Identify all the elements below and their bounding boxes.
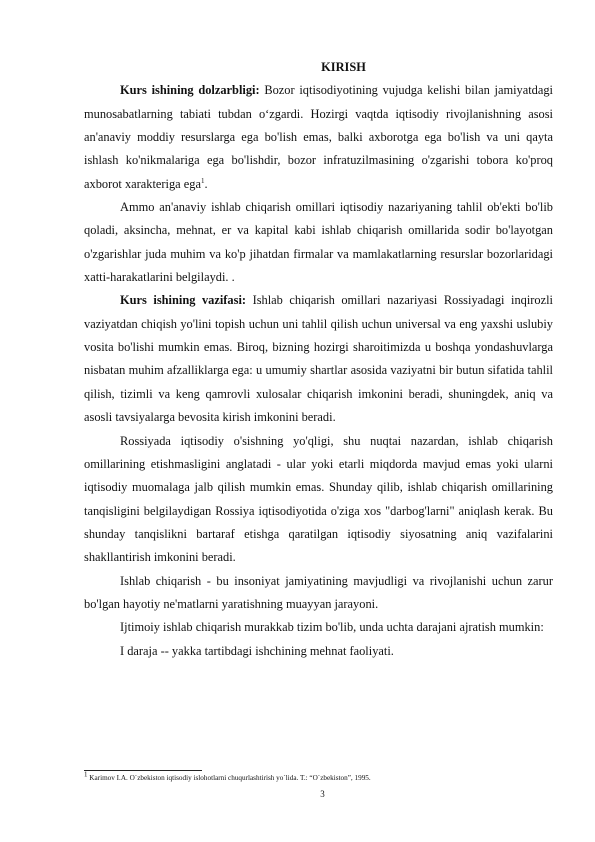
footnote-mark: 1 (84, 770, 88, 779)
footnote-divider (84, 770, 202, 771)
body-text (84, 56, 553, 663)
task-label: Kurs ishining vazifasi: (120, 293, 247, 308)
task-text: Ishlab chiqarish omillari nazariyasi Rossiyadagi inqirozli vaziyatdan chiqish yo'lini topish uchun uni tahlil qilish uchun universal va eng yaxshi uslubiy vosita bo'lishi mumkin emas. Biroq, bizning hozirgi sharoitimizda u boshqa yondashuvlarga nisbatan muhim afzalliklarga ega: u umumiy shartlar asosida vaziyatni bir butun sifatida tahlil qilish, tizimli va keng qamrovli xulosalar chiqarish imkonini beradi, shuningdek, aniq va asosli tavsiyalarga bevosita kirish imkonini beradi. (84, 293, 554, 425)
relevance-label: Kurs ishining dolzarbligi: (120, 83, 260, 98)
paragraph-social-production: Ijtimoiy ishlab chiqarish murakkab tizim bo'lib, unda uchta darajani ajratish mumkin: (120, 620, 544, 635)
relevance-end: . (204, 176, 208, 191)
paragraph-task (84, 289, 553, 429)
footnote-ref[interactable]: 1 (200, 176, 205, 185)
paragraph-level-one: I daraja -- yakka tartibdagi ishchining mehnat faoliyati. (120, 643, 394, 658)
paragraph-production: Ishlab chiqarish - bu insoniyat jamiyatining mavjudligi va rivojlanishi uchun zarur bo'lgan hayotiy ne'matlarni yaratishning muayyan jarayoni. (84, 573, 553, 611)
footnote-text: Karimov I.A. O`zbekiston iqtisodiy islohotlarni chuqurlashtirish yo`lida. T.: “O`zbekiston”, 1995. (87, 774, 371, 782)
paragraph-factors: Ammo an'anaviy ishlab chiqarish omillari iqtisodiy nazariyaning tahlil ob'ekti bo'lib qoladi, aksincha, mehnat, er va kapital kabi ishlab chiqarish omillarida sodir bo'layotgan o'zgarishlar juda muhim va ko'p jihatdan firmalar va mamlakatlarning resurslar bozorlaridagi xatti-harakatlarini belgilaydi. . (84, 200, 553, 285)
paragraph-russia: Rossiyada iqtisodiy o'sishning yo'qligi, shu nuqtai nazardan, ishlab chiqarish omillarining etishmasligini anglatadi - ular yoki etarli miqdorda mavjud emas yoki ularni iqtisodiy muomalaga jalb qilish mumkin emas. Shunday qilib, ishlab chiqarish omillarining tanqisligini belgilaydigan Rossiya iqtisodiyotida o'ziga xos "darbog'larni" aniqlash kerak. Bu shunday tanqislikni bartaraf etishga qaratilgan iqtisodiy siyosatning aniq vazifalarini shakllantirish imkonini beradi. (84, 433, 553, 565)
page-title: KIRISH (321, 60, 366, 74)
page-number: 3 (320, 789, 325, 799)
relevance-text: Bozor iqtisodiyotining vujudga kelishi bilan jamiyatdagi munosabatlarning tabiati tubdan o‘zgardi. Hozirgi vaqtda iqtisodiy rivojlanishning asosi an'anaviy moddiy resurslarga ega bo'lish emas, balki axborotga ega bo'lish va uni qayta ishlash ko'nikmalariga ega bo'lishdir, bozor infratuzilmasining o'zgarishi tobora ko'proq axborot xarakteriga ega (84, 83, 554, 191)
footnote (84, 770, 554, 783)
paragraph-relevance (84, 79, 553, 196)
